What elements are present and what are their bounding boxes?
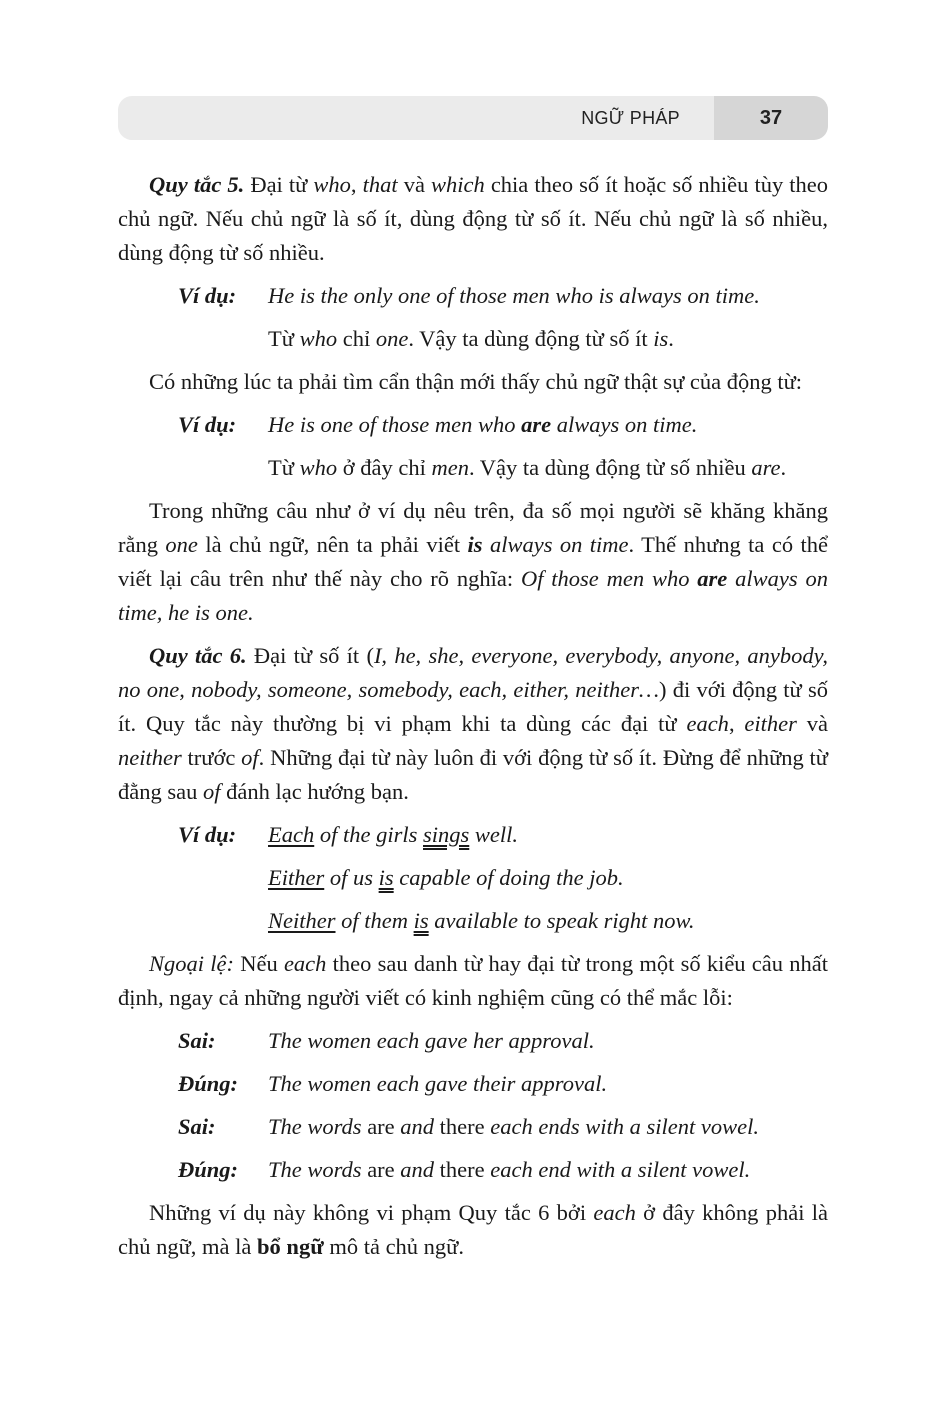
rule-6-paragraph: Quy tắc 6. Đại từ số ít (I, he, she, everyone, everybody, anyone, anybody, no one, nobody, someone, somebody, each, either, neither…) đi với động từ số ít. Quy tắc này thường bị vi phạm khi ta dùng các đại từ each, either và neither trước of. Những đại từ này luôn đi với động từ số ít. Đừng để những từ đằng sau of đánh lạc hướng bạn. (118, 643, 828, 804)
page-number: 37 (714, 96, 828, 140)
rule-6-title: Quy tắc 6. (149, 643, 247, 668)
running-header (118, 96, 828, 140)
section-title: NGỮ PHÁP (118, 96, 714, 140)
example-2 (118, 408, 828, 442)
right-example-2: Đúng: The words are and there each end with a silent vowel. (118, 1153, 828, 1187)
example-sentence: He is the only one of those men who is always on time. (268, 283, 760, 308)
example-label: Sai: (178, 1028, 216, 1053)
example-2-note: Từ who ở đây chỉ men. Vậy ta dùng động từ số nhiều are. (268, 455, 787, 480)
example-label: Đúng: (178, 1071, 239, 1096)
rule-5-paragraph: Quy tắc 5. Đại từ who, that và which chia theo số ít hoặc số nhiều tùy theo chủ ngữ. Nếu chủ ngữ là số ít, dùng động từ số ít. Nếu chủ ngữ là số nhiều, dùng động từ số nhiều. (118, 172, 829, 265)
example-1 (118, 279, 828, 313)
example-label: Đúng: (178, 1157, 239, 1182)
example-label: Ví dụ: (178, 822, 237, 847)
example-3-line-2: Either of us is capable of doing the job. (268, 865, 624, 890)
explanation-paragraph: Trong những câu như ở ví dụ nêu trên, đa số mọi người sẽ khăng khăng rằng one là chủ ngữ, nên ta phải viết is always on time. Thế nhưng ta có thể viết lại câu trên như thế này cho rõ nghĩa: Of those men who are always on time, he is one. (118, 498, 828, 625)
rule-5-title: Quy tắc 5. (149, 172, 245, 197)
example-3-line-1: Ví dụ: Each of the girls sings well. (118, 818, 828, 852)
right-example-1: Đúng: The women each gave their approval. (118, 1067, 828, 1101)
wrong-example-2: Sai: The words are and there each ends with a silent vowel. (118, 1110, 828, 1144)
example-label: Sai: (178, 1114, 216, 1139)
example-1-note: Từ who chỉ one. Vậy ta dùng động từ số ít is. (268, 326, 674, 351)
example-label: Ví dụ: (178, 412, 237, 437)
wrong-example-1: Sai: The women each gave her approval. (118, 1024, 828, 1058)
example-sentence: He is one of those men who are always on time. (268, 412, 698, 437)
example-label: Ví dụ: (178, 283, 237, 308)
page-body (118, 168, 828, 1273)
final-paragraph: Những ví dụ này không vi phạm Quy tắc 6 bởi each ở đây không phải là chủ ngữ, mà là bổ ngữ mô tả chủ ngữ. (118, 1200, 828, 1259)
example-3-line-3: Neither of them is available to speak right now. (268, 908, 695, 933)
find-subject-paragraph: Có những lúc ta phải tìm cẩn thận mới thấy chủ ngữ thật sự của động từ: (149, 369, 803, 394)
exception-paragraph: Ngoại lệ: Nếu each theo sau danh từ hay đại từ trong một số kiểu câu nhất định, ngay cả những người viết có kinh nghiệm cũng có thể mắc lỗi: (118, 951, 828, 1010)
